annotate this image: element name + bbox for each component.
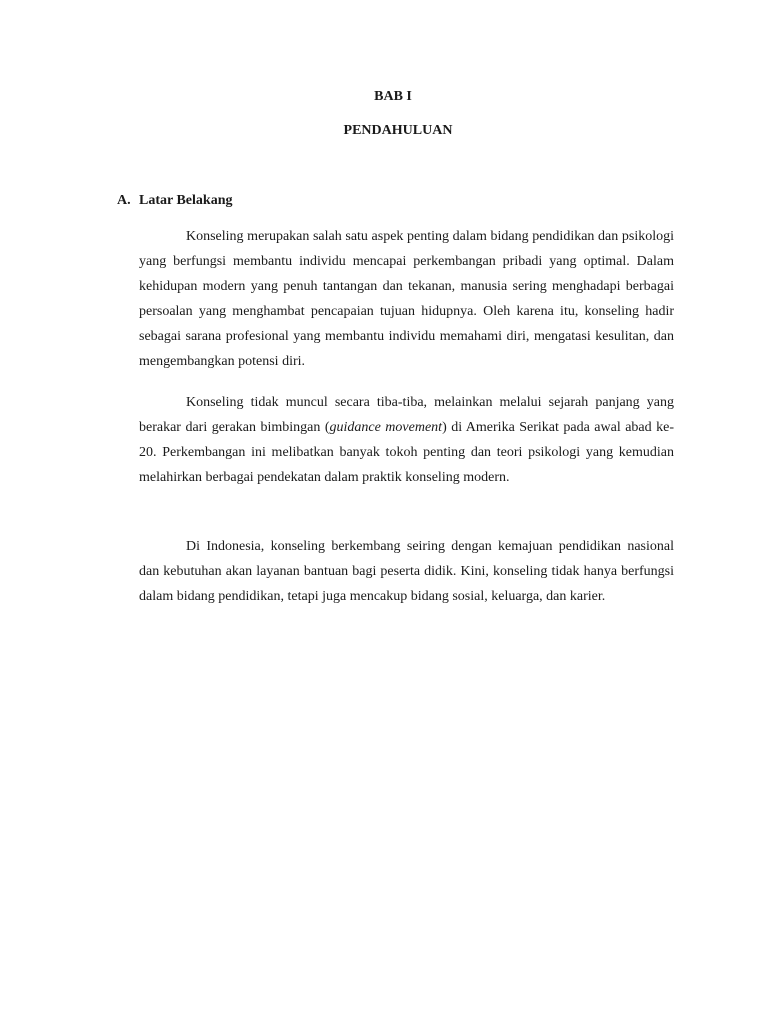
paragraph-2-text-after: ) di Amerika Serikat pada awal abad ke-20. Perkembangan ini melibatkan banyak tokoh penting dan teori psikologi yang kemudian melahirkan berbagai pendekatan dalam praktik konseling modern. <box>139 420 674 485</box>
italic-term: guidance movement <box>329 420 443 435</box>
paragraph-2 <box>139 390 674 490</box>
paragraph-1: Konseling merupakan salah satu aspek penting dalam bidang pendidikan dan psikologi yang berfungsi membantu individu mencapai perkembangan pribadi yang optimal. Dalam kehidupan modern yang penuh tantangan dan tekanan, manusia sering menghadapi berbagai persoalan yang menghambat pencapaian tujuan hidupnya. Oleh karena itu, konseling hadir sebagai sarana profesional yang membantu individu memahami diri, mengatasi kesulitan, dan mengembangkan potensi diri. <box>139 229 674 369</box>
section-heading <box>117 192 232 210</box>
section-title: Latar Belakang <box>139 193 233 208</box>
section-letter: A. <box>117 193 131 208</box>
paragraph-2-text-before: Konseling tidak muncul secara tiba-tiba, melainkan melalui sejarah panjang yang berakar dari gerakan bimbingan ( <box>139 395 674 435</box>
chapter-number: BAB I <box>374 89 412 104</box>
chapter-title: PENDAHULUAN <box>343 123 453 138</box>
paragraph-3: Di Indonesia, konseling berkembang seiring dengan kemajuan pendidikan nasional dan kebutuhan akan layanan bantuan bagi peserta didik. Kini, konseling tidak hanya berfungsi dalam bidang pendidikan, tetapi juga mencakup bidang sosial, keluarga, dan karier. <box>139 539 674 604</box>
